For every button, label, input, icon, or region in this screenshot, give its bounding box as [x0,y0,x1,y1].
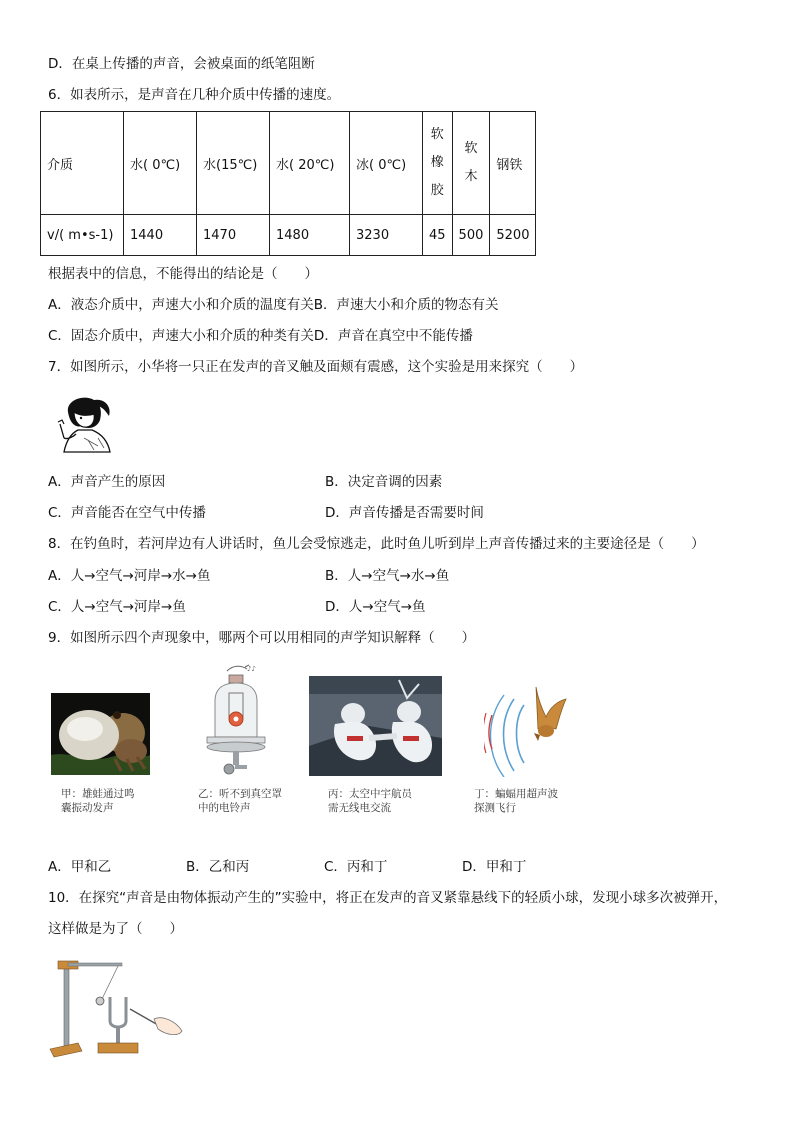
q9-option-d: D．甲和丁 [462,859,527,875]
q7-stem: 7．如图所示，小华将一只正在发声的音叉触及面颊有震感，这个实验是用来探究（ ） [48,359,584,375]
q9-stem: 9．如图所示四个声现象中，哪两个可以用相同的声学知识解释（ ） [48,630,476,646]
caption-bing-line1: 丙：太空中宇航员 [328,788,412,800]
table-cell: 45 [423,215,453,256]
q9-option-a: A．甲和乙 [48,859,112,875]
tuning-fork-apparatus [48,955,188,1060]
table-cell: 水( 20℃) [270,112,350,215]
svg-text:♪♪: ♪♪ [247,665,256,673]
table-row [41,112,536,215]
q5-option-d: D．在桌上传播的声音，会被桌面的纸笔阻断 [48,56,315,72]
q8-option-b: B．人→空气→水→鱼 [325,568,450,584]
table-cell: 水(15℃) [197,112,270,215]
astronaut-image [309,676,442,776]
q7-option-b: B．决定音调的因素 [325,474,443,490]
bat-image [484,683,568,777]
caption-bing-line2: 需无线电交流 [328,802,391,814]
q10-stem-line1: 10．在探究“声音是由物体振动产生的”实验中，将正在发声的音叉紧靠悬线下的轻质小球，发现小球多次被弹开， [48,890,728,906]
caption-yi-line2: 中的电铃声 [198,802,251,814]
q8-option-a: A．人→空气→河岸→水→鱼 [48,568,211,584]
caption-ding-line1: 丁：蝙蝠用超声波 [474,788,558,800]
table-cell: 钢铁 [490,112,536,215]
q9-option-c: C．丙和丁 [324,859,388,875]
bell-jar-image [205,661,267,776]
table-cell: 冰( 0℃) [350,112,423,215]
caption-yi-line1: 乙：听不到真空罩 [198,788,282,800]
q6-stem: 6．如表所示，是声音在几种介质中传播的速度。 [48,87,341,103]
q8-stem: 8．在钓鱼时，若河岸边有人讲话时，鱼儿会受惊逃走，此时鱼儿听到岸上声音传播过来的主要途径是（ ） [48,536,705,552]
caption-jia-line2: 囊振动发声 [61,802,114,814]
table-cell: 水( 0℃) [124,112,197,215]
table-cell: 软木 [452,112,490,215]
table-cell: 软橡胶 [423,112,453,215]
q8-option-d: D．人→空气→鱼 [325,599,426,615]
q6-option-ab: A．液态介质中，声速大小和介质的温度有关B．声速大小和介质的物态有关 [48,297,499,313]
q10-stem-line2: 这样做是为了（ ） [48,921,183,937]
table-cell: 介质 [41,112,124,215]
table-cell: 1440 [124,215,197,256]
q8-option-c: C．人→空气→河岸→鱼 [48,599,186,615]
table-cell: 500 [452,215,490,256]
q9-option-b: B．乙和丙 [186,859,250,875]
q7-option-d: D．声音传播是否需要时间 [325,505,484,521]
q7-option-a: A．声音产生的原因 [48,474,166,490]
table-cell: 1470 [197,215,270,256]
caption-jia-line1: 甲：雄蛙通过鸣 [61,788,135,800]
q6-question: 根据表中的信息，不能得出的结论是（ ） [48,266,318,282]
table-cell: v/( m•s-1) [41,215,124,256]
table-cell: 5200 [490,215,536,256]
speed-table [40,111,536,256]
table-cell: 3230 [350,215,423,256]
q6-option-cd: C．固态介质中，声速大小和介质的种类有关D．声音在真空中不能传播 [48,328,473,344]
table-row [41,215,536,256]
girl-figure [54,394,116,454]
table-cell: 1480 [270,215,350,256]
q7-option-c: C．声音能否在空气中传播 [48,505,206,521]
frog-image [51,693,150,775]
caption-ding-line2: 探测飞行 [474,802,516,814]
